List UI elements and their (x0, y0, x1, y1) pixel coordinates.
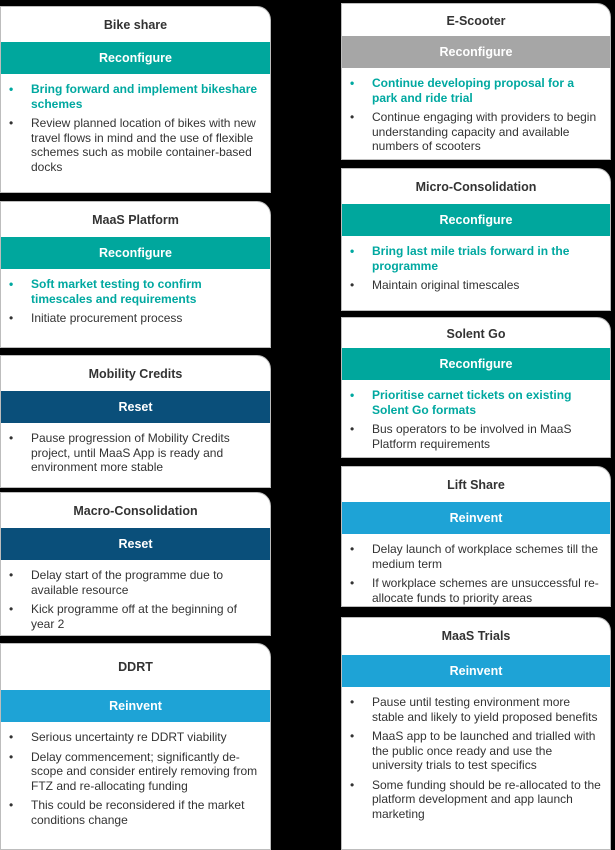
item-list (342, 236, 610, 304)
status-band: Reinvent (0, 690, 271, 722)
bullet-item: • Soft market testing to confirm timescales and requirements (31, 277, 262, 306)
item-list (1, 269, 270, 337)
card-maas-platform (0, 201, 271, 348)
bullet-item: • Pause progression of Mobility Credits project, until MaaS App is ready and environment more stable (31, 431, 262, 475)
bullet-item: • Serious uncertainty re DDRT viability (31, 730, 262, 745)
card-lift-share (341, 466, 611, 607)
bullet-item: • Pause until testing environment more stable and likely to yield proposed benefits (372, 695, 602, 724)
card-title: MaaS Platform (92, 213, 179, 227)
card-micro-consolidation (341, 168, 611, 311)
status-band: Reset (0, 391, 271, 423)
card-maas-trials (341, 617, 611, 850)
card-title: Micro-Consolidation (415, 180, 537, 194)
bullet-item: • Prioritise carnet tickets on existing Solent Go formats (372, 388, 602, 417)
item-list (1, 722, 270, 838)
bullet-item: • Delay start of the programme due to available resource (31, 568, 262, 597)
card-title: E-Scooter (446, 14, 506, 28)
card-title: Bike share (103, 18, 168, 32)
item-list (342, 68, 610, 160)
item-list (1, 560, 270, 636)
bullet-item: • Continue developing proposal for a park and ride trial (372, 76, 602, 105)
bullet-item: • Delay launch of workplace schemes till the medium term (372, 542, 602, 571)
bullet-item: • Continue engaging with providers to begin understanding capacity and available numbers of scooters (372, 110, 602, 154)
card-title: Mobility Credits (88, 367, 183, 381)
status-band: Reconfigure (0, 42, 271, 74)
card-macro-consolidation (0, 492, 271, 636)
status-band: Reconfigure (341, 204, 611, 236)
bullet-item: • Review planned location of bikes with new travel flows in mind and the use of flexible schemes such as mobile container-based docks (31, 116, 262, 174)
item-list (342, 534, 610, 607)
item-list (342, 380, 610, 458)
bullet-item: • Initiate procurement process (31, 311, 262, 326)
bullet-item: • Bring last mile trials forward in the programme (372, 244, 602, 273)
status-band: Reset (0, 528, 271, 560)
card-ddrt (0, 643, 271, 850)
card-solent-go (341, 317, 611, 458)
status-band: Reinvent (341, 655, 611, 687)
bullet-item: • If workplace schemes are unsuccessful re-allocate funds to priority areas (372, 576, 602, 605)
bullet-item: • Delay commencement; significantly de-scope and consider entirely removing from FTZ and re-allocating funding (31, 750, 262, 794)
status-band: Reinvent (341, 502, 611, 534)
status-band: Reconfigure (0, 237, 271, 269)
card-title: MaaS Trials (441, 629, 511, 643)
card-title: Solent Go (446, 327, 506, 341)
bullet-item: • Kick programme off at the beginning of year 2 (31, 602, 262, 631)
card-title: Lift Share (447, 478, 505, 492)
item-list (342, 687, 610, 832)
card-e-scooter (341, 3, 611, 160)
item-list (1, 423, 270, 486)
bullet-item: • Some funding should be re-allocated to the platform development and app launch marketing (372, 778, 602, 822)
card-bike-share (0, 6, 271, 193)
bullet-item: • This could be reconsidered if the market conditions change (31, 798, 262, 827)
bullet-item: • MaaS app to be launched and trialled with the public once ready and use the university trials to test specifics (372, 729, 602, 773)
bullet-item: • Bring forward and implement bikeshare schemes (31, 82, 262, 111)
card-mobility-credits (0, 355, 271, 488)
item-list (1, 74, 270, 185)
card-title: DDRT (118, 660, 153, 674)
status-band: Reconfigure (341, 36, 611, 68)
card-title: Macro-Consolidation (73, 504, 198, 518)
bullet-item: • Bus operators to be involved in MaaS Platform requirements (372, 422, 602, 451)
bullet-item: • Maintain original timescales (372, 278, 602, 293)
status-band: Reconfigure (341, 348, 611, 380)
